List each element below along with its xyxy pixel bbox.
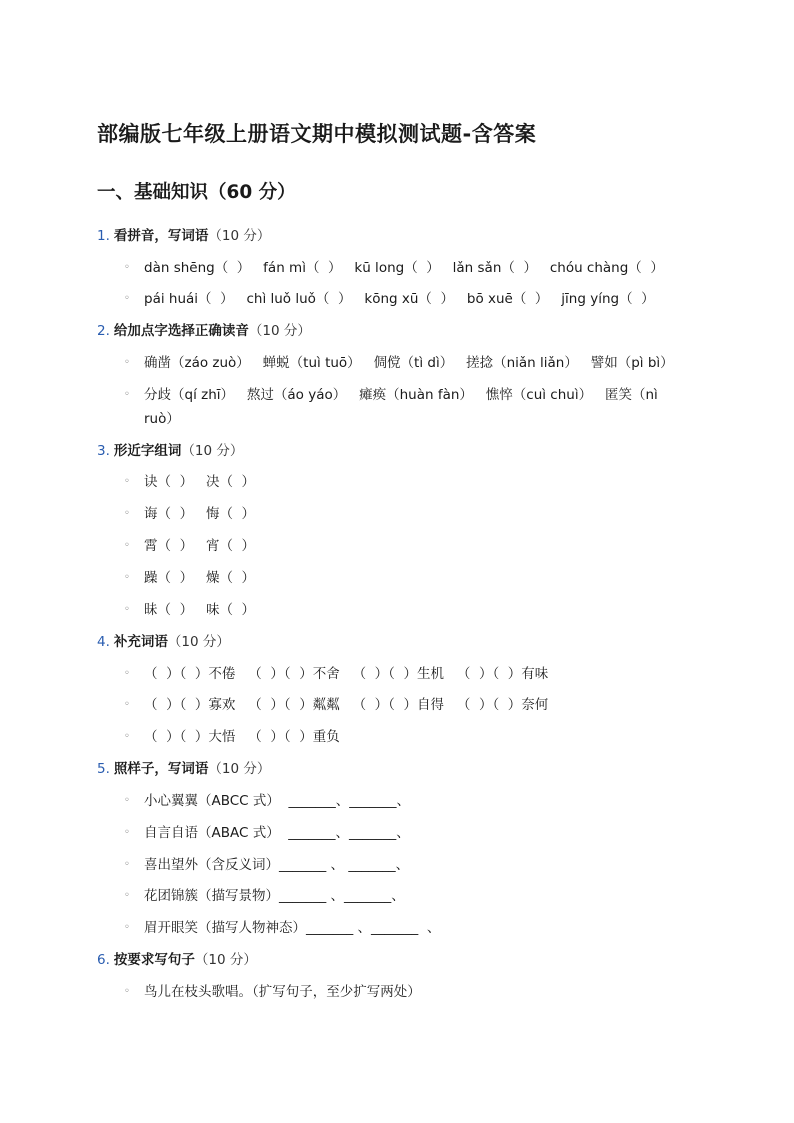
bullet-icon: ◦ (124, 476, 130, 487)
list-item-text: 喜出望外（含反义词）_______ 、 _______、 (144, 857, 410, 873)
list-item-text: dàn shēng（ ） fán mì（ ） kū long（ ） lǎn sǎn（ ） chóu chàng（ ） (144, 260, 664, 276)
list-item-text: 昧（ ） 味（ ） (144, 602, 256, 618)
list-item (124, 662, 548, 682)
question-4-heading (97, 630, 230, 650)
list-item-text: 霄（ ） 宵（ ） (144, 538, 256, 554)
bullet-icon: ◦ (124, 859, 130, 870)
bullet-icon: ◦ (124, 389, 130, 400)
list-item (124, 693, 548, 713)
list-item-text: 躁（ ） 燥（ ） (144, 570, 256, 586)
bullet-icon: ◦ (124, 922, 130, 933)
list-item (124, 884, 405, 904)
list-item-text: 小心翼翼（ABCC 式） _______、_______、 (144, 793, 410, 809)
question-2-heading (97, 319, 311, 339)
list-item (124, 383, 658, 403)
list-item (124, 789, 410, 809)
bullet-icon: ◦ (124, 572, 130, 583)
section-title: 一、基础知识（60 分） (97, 182, 296, 203)
question-5-heading (97, 757, 270, 777)
bullet-icon: ◦ (124, 795, 130, 806)
bullet-icon: ◦ (124, 262, 130, 273)
bullet-icon: ◦ (124, 540, 130, 551)
question-points: （10 分） (208, 761, 271, 777)
question-number: 2. (97, 323, 110, 339)
bullet-icon: ◦ (124, 357, 130, 368)
bullet-icon: ◦ (124, 699, 130, 710)
list-item-text: 自言自语（ABAC 式） _______、_______、 (144, 825, 410, 841)
list-item-text: pái huái（ ） chì luǒ luǒ（ ） kōng xū（ ） bō xuē（ ） jīng yíng（ ） (144, 291, 655, 307)
question-number: 4. (97, 634, 110, 650)
question-title: 照样子，写词语 (113, 761, 209, 777)
list-item (124, 725, 340, 745)
question-title: 形近字组词 (113, 443, 182, 459)
question-title: 给加点字选择正确读音 (113, 323, 249, 339)
list-item-text: 诲（ ） 悔（ ） (144, 506, 256, 522)
list-item-text: （ ）（ ）大悟 （ ）（ ）重负 (144, 729, 340, 745)
list-item-text: （ ）（ ）寡欢 （ ）（ ）粼粼 （ ）（ ）自得 （ ）（ ）奈何 (144, 697, 549, 713)
question-number: 3. (97, 443, 110, 459)
question-1-heading (97, 224, 270, 244)
list-item-continuation: ruò） (144, 411, 180, 427)
list-item (124, 598, 255, 618)
bullet-icon: ◦ (124, 293, 130, 304)
question-points: （10 分） (167, 634, 230, 650)
list-item-text: （ ）（ ）不倦 （ ）（ ）不舍 （ ）（ ）生机 （ ）（ ）有味 (144, 666, 549, 682)
list-item (124, 566, 255, 586)
question-number: 6. (97, 952, 110, 968)
list-item (124, 351, 674, 371)
question-points: （10 分） (181, 443, 244, 459)
question-number: 1. (97, 228, 110, 244)
bullet-icon: ◦ (124, 827, 130, 838)
bullet-icon: ◦ (124, 508, 130, 519)
question-points: （10 分） (248, 323, 311, 339)
list-item (124, 821, 410, 841)
list-item-text: 确凿（záo zuò） 蝉蜕（tuì tuō） 倜傥（tì dì） 搓捻（niǎn liǎn） 譬如（pì bì） (144, 355, 674, 371)
bullet-icon: ◦ (124, 604, 130, 615)
bullet-icon: ◦ (124, 986, 130, 997)
list-item (124, 470, 255, 490)
list-item-text: 鸟儿在枝头歌唱。（扩写句子，至少扩写两处） (144, 984, 421, 1000)
list-item (124, 256, 664, 276)
list-item (124, 502, 255, 522)
question-title: 补充词语 (113, 634, 168, 650)
question-points: （10 分） (194, 952, 257, 968)
question-title: 按要求写句子 (113, 952, 195, 968)
bullet-icon: ◦ (124, 731, 130, 742)
bullet-icon: ◦ (124, 668, 130, 679)
document-title: 部编版七年级上册语文期中模拟测试题-含答案 (97, 122, 537, 146)
question-title: 看拼音，写词语 (113, 228, 209, 244)
list-item (124, 534, 255, 554)
question-6-heading (97, 948, 257, 968)
list-item-text: 诀（ ） 决（ ） (144, 474, 256, 490)
list-item (124, 853, 409, 873)
list-item (124, 287, 655, 307)
question-3-heading (97, 439, 243, 459)
list-item-text: 花团锦簇（描写景物）_______ 、_______、 (144, 888, 405, 904)
list-item-text: 眉开眼笑（描写人物神态）_______ 、_______ 、 (144, 920, 441, 936)
list-item (124, 916, 440, 936)
question-number: 5. (97, 761, 110, 777)
bullet-icon: ◦ (124, 890, 130, 901)
question-points: （10 分） (208, 228, 271, 244)
list-item (124, 980, 421, 1000)
list-item-text: 分歧（qí zhī） 熬过（áo yáo） 瘫痪（huàn fàn） 憔悴（cuì chuì） 匿笑（nì (144, 387, 658, 403)
